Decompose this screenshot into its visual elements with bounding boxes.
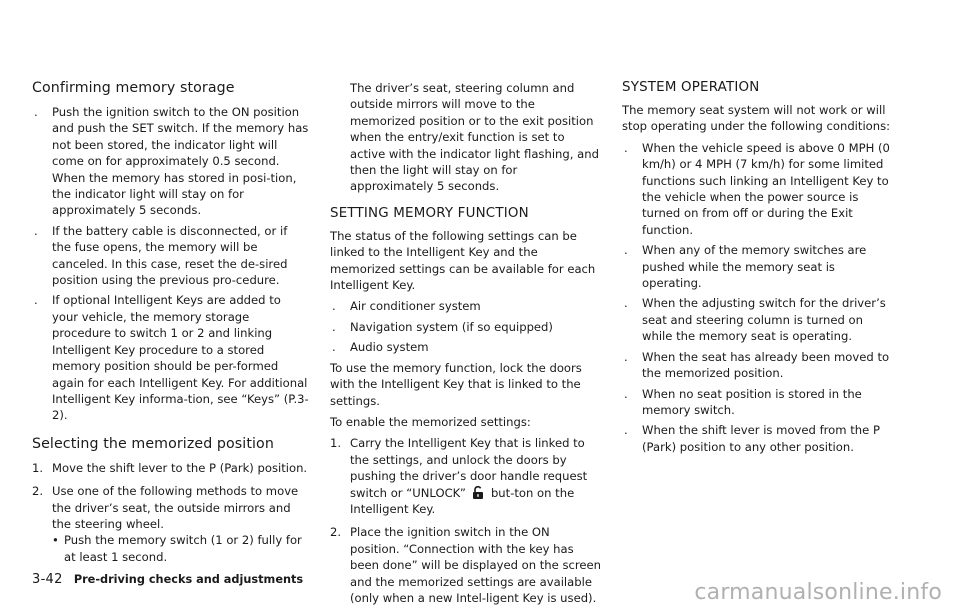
continuation-paragraph: The driver’s seat, steering column and outside mirrors will move to the memorized position or to the exit position when the entry/exit function is set to active with the indicator light flashing, and then the light will stay on for approximately 5 seconds. (350, 81, 599, 194)
sub-bullet-mark: • (52, 533, 59, 548)
numbered-step (330, 524, 602, 606)
step-text: Place the ignition switch in the ON position. “Connection with the key has been done” will be displayed on the screen and the memorized settings are available (only when a new Intel-ligent Key is used). (350, 525, 602, 605)
bullet-mark: . (34, 293, 38, 308)
sub-list-item-text: Push the memory switch (1 or 2) fully for at least 1 second. (64, 533, 302, 564)
list-item-text: When the shift lever is moved from the P (Park) position to any other position. (642, 423, 880, 454)
list-item (622, 140, 892, 238)
list-item-text: Navigation system (if so equipped) (350, 319, 553, 334)
bullet-mark: . (34, 223, 38, 238)
list-item (622, 295, 892, 344)
list-item (32, 292, 309, 423)
heading-confirming-memory: Confirming memory storage (32, 80, 235, 96)
paragraph: To enable the memorized settings: (330, 414, 531, 429)
bullet-mark: . (332, 340, 336, 355)
heading-system-operation: SYSTEM OPERATION (622, 80, 760, 95)
section-title: Pre-driving checks and adjustments (73, 573, 304, 586)
bullet-mark: . (624, 296, 628, 311)
step-text: Move the shift lever to the P (Park) position. (52, 460, 308, 475)
list-item-text: When any of the memory switches are pushed while the memory seat is operating. (642, 243, 867, 291)
list-item (32, 223, 309, 289)
step-text-part: but-ton on the Intelligent Key. (350, 485, 575, 516)
bullet-mark: . (624, 349, 628, 364)
step-number: 2. (32, 484, 44, 499)
step-number: 1. (330, 436, 342, 451)
list-item (622, 242, 892, 291)
list-item-text: If the battery cable is disconnected, or if the fuse opens, the memory will be canceled. In this case, reset the de-sired position using the previous pro-cedure. (52, 223, 288, 288)
paragraph: To use the memory function, lock the doors with the Intelligent Key that is linked to the settings. (330, 360, 582, 408)
list-item-text: Push the ignition switch to the ON position and push the SET switch. If the memory has not been stored, the indicator light will come on for approximately 0.5 second. When the memory has stored in posi-tion, the indicator light will stay on for approximately 5 seconds. (52, 105, 309, 218)
numbered-step (32, 483, 309, 532)
bullet-mark: . (332, 299, 336, 314)
unlock-padlock-icon (472, 486, 487, 499)
bullet-mark: . (332, 319, 336, 334)
numbered-step (32, 460, 309, 476)
heading-selecting-memorized: Selecting the memorized position (32, 435, 274, 452)
step-number: 1. (32, 460, 44, 475)
list-item-text: When the vehicle speed is above 0 MPH (0 km/h) or 4 MPH (7 km/h) for some limited functions such linking an Intelligent Key to the vehicle when the power source is turned on from off or during the Exit function. (642, 140, 890, 237)
watermark: carmanualsonline.info (694, 580, 942, 605)
sub-list-item (32, 532, 309, 565)
list-item (622, 422, 892, 455)
bullet-mark: . (624, 243, 628, 258)
step-text-part: Carry the Intelligent Key that is linked to the settings, and unlock the doors by pushing the driver’s door handle request switch or “UNLOCK” (350, 436, 588, 500)
list-item-text: When no seat position is stored in the memory switch. (642, 386, 862, 417)
spacer (32, 428, 309, 436)
bullet-mark: . (624, 386, 628, 401)
page-number: 3-42 (32, 572, 63, 587)
step-text: Use one of the following methods to move the driver’s seat, the outside mirrors and the steering wheel. (52, 484, 299, 531)
list-item-text: When the adjusting switch for the driver’s seat and steering column is turned on while the memory seat is operating. (642, 296, 886, 344)
list-item (330, 298, 602, 314)
list-item (622, 386, 892, 419)
numbered-step (330, 435, 602, 517)
list-item (622, 349, 892, 382)
list-item-text: When the seat has already been moved to the memorized position. (642, 349, 890, 381)
bullet-mark: . (624, 423, 628, 438)
list-item-text: Air conditioner system (350, 299, 481, 314)
step-number: 2. (330, 525, 342, 540)
list-item-text: If optional Intelligent Keys are added to your vehicle, the memory storage procedure to switch 1 or 2 and linking Intelligent Key procedure to a stored memory position should be per-formed again for each Intelligent Key. For additional Intelligent Key informa-tion, see “Keys” (P.3-2). (52, 293, 309, 423)
list-item (330, 339, 602, 355)
column-2 (330, 80, 602, 613)
bullet-mark: . (624, 140, 628, 155)
list-item (32, 104, 309, 219)
page-footer (32, 568, 303, 587)
column-1 (32, 80, 309, 565)
heading-setting-memory-function: SETTING MEMORY FUNCTION (330, 205, 529, 221)
list-item (330, 319, 602, 335)
list-item-text: Audio system (350, 340, 429, 355)
intro-paragraph: The status of the following settings can be linked to the Intelligent Key and the memorized settings can be available for each Intelligent Key. (330, 228, 596, 293)
intro-paragraph: The memory seat system will not work or will stop operating under the following conditions: (622, 103, 891, 134)
column-3 (622, 80, 892, 459)
bullet-mark: . (34, 105, 38, 119)
